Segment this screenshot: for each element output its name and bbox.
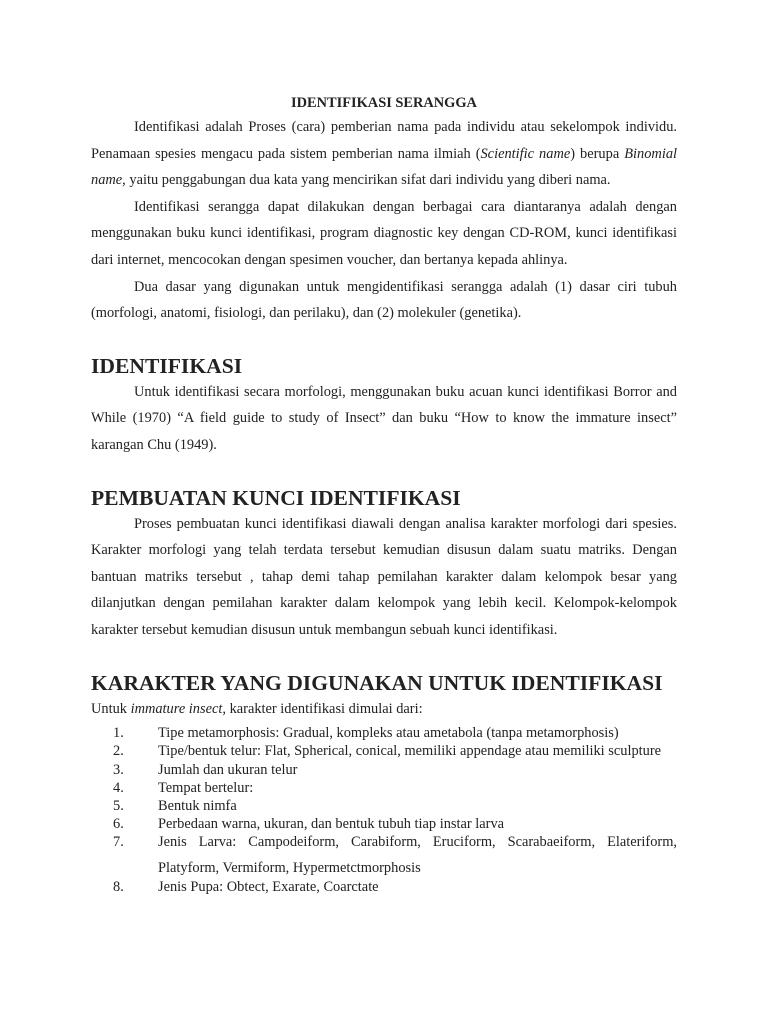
list-text: Tipe metamorphosis: Gradual, kompleks atau ametabola (tanpa metamorphosis): [158, 724, 619, 741]
lead-text: Untuk: [91, 700, 131, 717]
list-number: 1.: [113, 724, 124, 741]
lead-text: karakter identifikasi dimulai dari:: [225, 700, 423, 717]
list-number: 5.: [113, 798, 124, 814]
list-item: [91, 761, 677, 779]
list-number: 2.: [113, 742, 124, 759]
list-number: 7.: [113, 834, 124, 850]
list-item: [91, 830, 677, 881]
document-title: IDENTIFIKASI SERANGGA: [291, 95, 477, 111]
immature-insect-term: immature insect,: [130, 700, 226, 717]
section-heading-identifikasi: IDENTIFIKASI: [91, 353, 243, 378]
intro-paragraph-3: Dua dasar yang digunakan untuk mengidentifikasi serangga adalah (1) dasar ciri tubuh (morfologi, anatomi, fisiologi, dan perilaku), dan (2) molekuler (genetika).: [91, 278, 677, 322]
list-text: Jumlah dan ukuran telur: [158, 762, 298, 778]
scientific-name-term: Scientific name: [480, 145, 571, 162]
list-number: 3.: [113, 762, 124, 778]
intro-text: Identifikasi adalah Proses (cara) pemberian nama pada individu atau sekelompok individu. Penamaan spesies mengacu pada sistem pemberian nama ilmiah (: [91, 119, 677, 162]
section-heading-pembuatan-kunci: PEMBUATAN KUNCI IDENTIFIKASI: [91, 485, 461, 510]
section-heading-karakter: KARAKTER YANG DIGUNAKAN UNTUK IDENTIFIKASI: [91, 670, 663, 695]
section-paragraph-identifikasi: Untuk identifikasi secara morfologi, menggunakan buku acuan kunci identifikasi Borror and While (1970) “A field guide to study of Insect” dan buku “How to know the immature insect” karangan Chu (1949).: [91, 383, 677, 453]
list-text: Perbedaan warna, ukuran, dan bentuk tubuh tiap instar larva: [158, 816, 505, 832]
section-paragraph-pembuatan-kunci: Proses pembuatan kunci identifikasi diawali dengan analisa karakter morfologi dari spesies. Karakter morfologi yang telah terdata tersebut kemudian disusun dalam suatu matriks. Dengan bantuan matriks tersebut , tahap demi tahap pemilahan karakter dalam kelompok besar yang dilanjutkan dengan pemilahan karakter dalam kelompok yang lebih kecil. Kelompok-kelompok karakter tersebut kemudian disusun untuk membangun sebuah kunci identifikasi.: [91, 515, 677, 638]
list-number: 6.: [113, 816, 124, 832]
list-number: 8.: [113, 879, 124, 895]
spacer: [91, 327, 677, 353]
list-item: [91, 779, 677, 797]
list-text: Jenis Larva: Campodeiform, Carabiform, Eruciform, Scarabaeiform, Elateriform, Platyform, Vermiform, Hypermetctmorphosis: [158, 834, 677, 876]
karakter-list: [91, 724, 677, 897]
karakter-lead: [91, 696, 677, 722]
list-text: Tipe/bentuk telur: Flat, Spherical, conical, memiliki appendage atau memiliki sculpture: [158, 742, 662, 759]
spacer: [91, 459, 677, 485]
list-item: [91, 797, 677, 815]
intro-paragraph-2: Identifikasi serangga dapat dilakukan dengan berbagai cara diantaranya adalah dengan menggunakan buku kunci identifikasi, program diagnostic key dengan CD-ROM, kunci identifikasi dari internet, mencocokan dengan spesimen voucher, dan bertanya kepada ahlinya.: [91, 198, 677, 268]
list-item: [91, 878, 677, 896]
intro-paragraph-1: [91, 114, 677, 194]
list-text: Bentuk nimfa: [158, 798, 237, 814]
list-text: Jenis Pupa: Obtect, Exarate, Coarctate: [158, 879, 379, 895]
list-text: Tempat bertelur:: [158, 780, 254, 796]
binomial-name-term: Binomial name,: [91, 145, 678, 189]
intro-text: yaitu penggabungan dua kata yang mencirikan sifat dari individu yang diberi nama.: [125, 172, 611, 189]
intro-text: ) berupa: [570, 145, 625, 162]
document-body: [91, 92, 677, 896]
spacer: [91, 644, 677, 670]
list-number: 4.: [113, 780, 124, 796]
